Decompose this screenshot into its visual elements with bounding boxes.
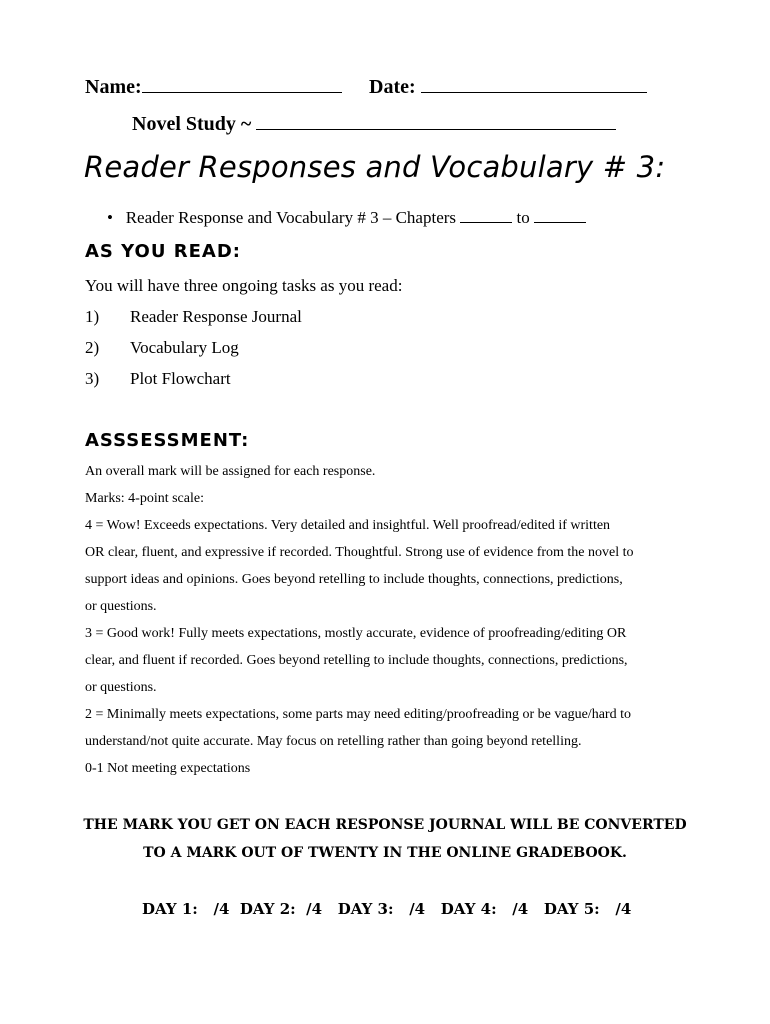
chapters-bullet xyxy=(107,208,586,228)
assessment-line: understand/not quite accurate. May focus on retelling rather than going beyond retelling. xyxy=(85,734,582,749)
task-list-item xyxy=(85,369,231,389)
task-number: 1) xyxy=(85,307,100,326)
day-label: DAY 3: xyxy=(337,900,394,918)
day-label: DAY 5: xyxy=(543,900,600,918)
assessment-line: 3 = Good work! Fully meets expectations, mostly accurate, evidence of proofreading/editing OR xyxy=(85,626,627,641)
task-number: 3) xyxy=(85,369,100,388)
task-label: Reader Response Journal xyxy=(130,307,302,326)
bullet-text: Reader Response and Vocabulary # 3 – Chapters xyxy=(125,208,457,227)
assessment-line: 2 = Minimally meets expectations, some parts may need editing/proofreading or be vague/hard to xyxy=(85,707,631,722)
task-list-item xyxy=(85,338,239,358)
date-row xyxy=(369,76,647,99)
novel-field-line[interactable] xyxy=(256,113,616,130)
day-mark[interactable]: /4 xyxy=(409,900,426,918)
day-label: DAY 1: xyxy=(142,900,198,918)
day-mark[interactable]: /4 xyxy=(213,900,230,918)
assessment-line: clear, and fluent if recorded. Goes beyond retelling to include thoughts, connections, predictions, xyxy=(85,653,628,668)
bullet-icon: • xyxy=(107,208,113,227)
day-mark[interactable]: /4 xyxy=(306,900,323,918)
task-list-item xyxy=(85,307,302,327)
date-label: Date: xyxy=(369,76,416,98)
name-field-line[interactable] xyxy=(142,76,342,93)
chapter-end-line[interactable] xyxy=(534,210,586,223)
task-label: Vocabulary Log xyxy=(130,338,239,357)
day-mark[interactable]: /4 xyxy=(512,900,529,918)
assessment-line: or questions. xyxy=(85,680,157,695)
name-row xyxy=(85,76,342,99)
date-field-line[interactable] xyxy=(421,76,647,93)
gradebook-notice-line2: TO A MARK OUT OF TWENTY IN THE ONLINE GRADEBOOK. xyxy=(143,845,627,861)
day-mark[interactable]: /4 xyxy=(615,900,632,918)
assessment-line: 4 = Wow! Exceeds expectations. Very detailed and insightful. Well proofread/edited if written xyxy=(85,518,611,533)
name-label: Name: xyxy=(85,76,142,98)
task-number: 2) xyxy=(85,338,100,357)
assessment-line: 0-1 Not meeting expectations xyxy=(85,761,251,776)
day-label: DAY 4: xyxy=(440,900,497,918)
task-label: Plot Flowchart xyxy=(130,369,231,388)
novel-row xyxy=(132,113,616,136)
novel-label: Novel Study ~ xyxy=(132,113,252,135)
gradebook-notice-line1: THE MARK YOU GET ON EACH RESPONSE JOURNAL WILL BE CONVERTED xyxy=(83,817,687,833)
assessment-line: or questions. xyxy=(85,599,157,614)
assessment-line: OR clear, fluent, and expressive if recorded. Thoughtful. Strong use of evidence from the novel to xyxy=(85,545,634,560)
day-marks-row xyxy=(142,900,631,918)
day-label: DAY 2: xyxy=(239,900,296,918)
assessment-line: support ideas and opinions. Goes beyond retelling to include thoughts, connections, predictions, xyxy=(85,572,623,587)
as-you-read-heading: AS YOU READ: xyxy=(85,241,241,262)
assessment-heading: ASSSESSMENT: xyxy=(85,430,250,451)
assessment-line: An overall mark will be assigned for each response. xyxy=(85,464,376,479)
assessment-line: Marks: 4-point scale: xyxy=(85,491,204,506)
as-you-read-intro: You will have three ongoing tasks as you read: xyxy=(85,276,403,295)
bullet-to: to xyxy=(516,208,530,227)
chapter-start-line[interactable] xyxy=(460,210,512,223)
page-title: Reader Responses and Vocabulary # 3: xyxy=(84,150,666,184)
